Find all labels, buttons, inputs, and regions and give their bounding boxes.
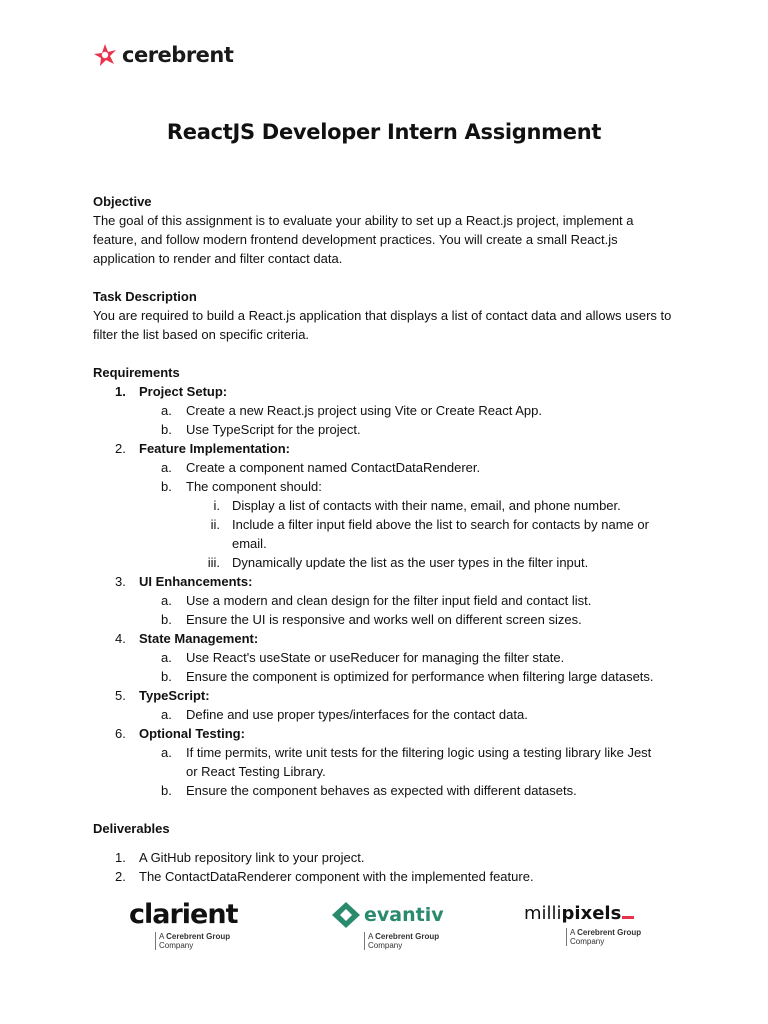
tagline-group: Cerebrent Group xyxy=(375,932,440,941)
sub-text: Create a new React.js project using Vite or Create React App. xyxy=(186,403,543,418)
sub-letter: a. xyxy=(161,460,172,475)
millipixels-tagline xyxy=(566,928,641,946)
deliverable-text: A GitHub repository link to your project. xyxy=(139,850,365,865)
millipixels-logo xyxy=(524,902,641,946)
sub-item xyxy=(93,401,683,420)
sub-text: Ensure the component is optimized for performance when filtering large datasets. xyxy=(186,669,654,684)
sub-text: Use React's useState or useReducer for managing the filter state. xyxy=(186,650,565,665)
sub-item xyxy=(93,458,683,477)
requirement-item xyxy=(93,572,683,591)
cerebrent-logo xyxy=(92,42,233,68)
deliverables-heading: Deliverables xyxy=(93,821,170,836)
clarient-tagline xyxy=(155,932,238,950)
page-title: ReactJS Developer Intern Assignment xyxy=(166,120,602,144)
sub-letter: b. xyxy=(161,422,172,437)
cerebrent-mark-icon xyxy=(92,42,118,68)
requirement-item xyxy=(93,629,683,648)
evantiv-logo xyxy=(330,900,444,950)
sub-text: Ensure the component behaves as expected with different datasets. xyxy=(186,783,577,798)
objective-line: application to render and filter contact data. xyxy=(93,251,343,266)
roman-text: Display a list of contacts with their name, email, and phone number. xyxy=(232,498,621,513)
roman-number: ii. xyxy=(210,517,220,532)
sub-item xyxy=(93,667,683,686)
objective-line: feature, and follow modern frontend development practices. You will create a small React.js xyxy=(93,232,618,247)
sub-item xyxy=(93,610,683,629)
tagline-company: Company xyxy=(368,941,403,950)
footer-brands xyxy=(0,900,768,960)
item-title: TypeScript: xyxy=(139,688,210,703)
task-heading: Task Description xyxy=(93,289,197,304)
clarient-logo xyxy=(129,900,238,950)
item-number: 1. xyxy=(115,850,126,865)
task-line: You are required to build a React.js application that displays a list of contact data and allows users to xyxy=(93,308,672,323)
tagline-company: Company xyxy=(159,941,194,950)
sub-letter: a. xyxy=(161,403,172,418)
roman-number: i. xyxy=(213,498,220,513)
requirement-item xyxy=(93,686,683,705)
evantiv-wordmark: evantiv xyxy=(364,904,444,926)
sub-item xyxy=(93,420,683,439)
item-number: 3. xyxy=(115,574,126,589)
objective-heading: Objective xyxy=(93,194,152,209)
item-number: 6. xyxy=(115,726,126,741)
sub-text: The component should: xyxy=(186,479,322,494)
sub-letter: a. xyxy=(161,745,172,760)
roman-item xyxy=(93,496,683,515)
document-body xyxy=(93,192,683,886)
requirement-item xyxy=(93,724,683,743)
sub-item xyxy=(93,781,683,800)
tagline-company: Company xyxy=(570,937,605,946)
sub-text: If time permits, write unit tests for the filtering logic using a testing library like Jest or React Testing Library. xyxy=(186,745,652,779)
requirement-item xyxy=(93,382,683,401)
item-number: 1. xyxy=(115,384,126,399)
item-number: 2. xyxy=(115,869,126,884)
sub-text: Define and use proper types/interfaces for the contact data. xyxy=(186,707,528,722)
sub-letter: b. xyxy=(161,479,172,494)
sub-item xyxy=(93,591,683,610)
item-title: Feature Implementation: xyxy=(139,441,290,456)
sub-text: Use TypeScript for the project. xyxy=(186,422,361,437)
sub-item xyxy=(93,743,683,781)
sub-item xyxy=(93,477,683,496)
sub-letter: a. xyxy=(161,707,172,722)
item-number: 5. xyxy=(115,688,126,703)
roman-number: iii. xyxy=(207,555,220,570)
tagline-a: A xyxy=(368,932,373,941)
item-number: 4. xyxy=(115,631,126,646)
deliverable-item xyxy=(93,867,683,886)
tagline-group: Cerebrent Group xyxy=(577,928,642,937)
item-title: UI Enhancements: xyxy=(139,574,253,589)
tagline-a: A xyxy=(570,928,575,937)
deliverable-item xyxy=(93,848,683,867)
sub-item xyxy=(93,648,683,667)
sub-letter: b. xyxy=(161,669,172,684)
sub-text: Create a component named ContactDataRenderer. xyxy=(186,460,481,475)
cerebrent-wordmark: cerebrent xyxy=(122,43,234,67)
item-title: State Management: xyxy=(139,631,259,646)
millipixels-wordmark xyxy=(524,902,641,926)
requirements-heading: Requirements xyxy=(93,365,180,380)
sub-letter: a. xyxy=(161,593,172,608)
evantiv-tagline xyxy=(364,932,444,950)
sub-item xyxy=(93,705,683,724)
millipixels-name-b: pixels xyxy=(561,903,622,924)
item-number: 2. xyxy=(115,441,126,456)
sub-letter: b. xyxy=(161,612,172,627)
evantiv-diamond-icon xyxy=(330,901,362,929)
tagline-group: Cerebrent Group xyxy=(166,932,231,941)
millipixels-underscore xyxy=(622,916,634,919)
deliverable-text: The ContactDataRenderer component with the implemented feature. xyxy=(139,869,534,884)
requirement-item xyxy=(93,439,683,458)
tagline-a: A xyxy=(159,932,164,941)
clarient-wordmark: clarient xyxy=(129,899,238,930)
roman-item xyxy=(93,553,683,572)
item-title: Project Setup: xyxy=(139,384,228,399)
millipixels-name-a: milli xyxy=(524,903,562,924)
sub-letter: b. xyxy=(161,783,172,798)
objective-line: The goal of this assignment is to evaluate your ability to set up a React.js project, implement a xyxy=(93,213,634,228)
item-title: Optional Testing: xyxy=(139,726,245,741)
sub-text: Use a modern and clean design for the filter input field and contact list. xyxy=(186,593,592,608)
sub-letter: a. xyxy=(161,650,172,665)
roman-item xyxy=(93,515,683,553)
task-line: filter the list based on specific criteria. xyxy=(93,327,310,342)
sub-text: Ensure the UI is responsive and works well on different screen sizes. xyxy=(186,612,582,627)
roman-text: Include a filter input field above the list to search for contacts by name or email. xyxy=(232,517,649,551)
roman-text: Dynamically update the list as the user types in the filter input. xyxy=(232,555,589,570)
